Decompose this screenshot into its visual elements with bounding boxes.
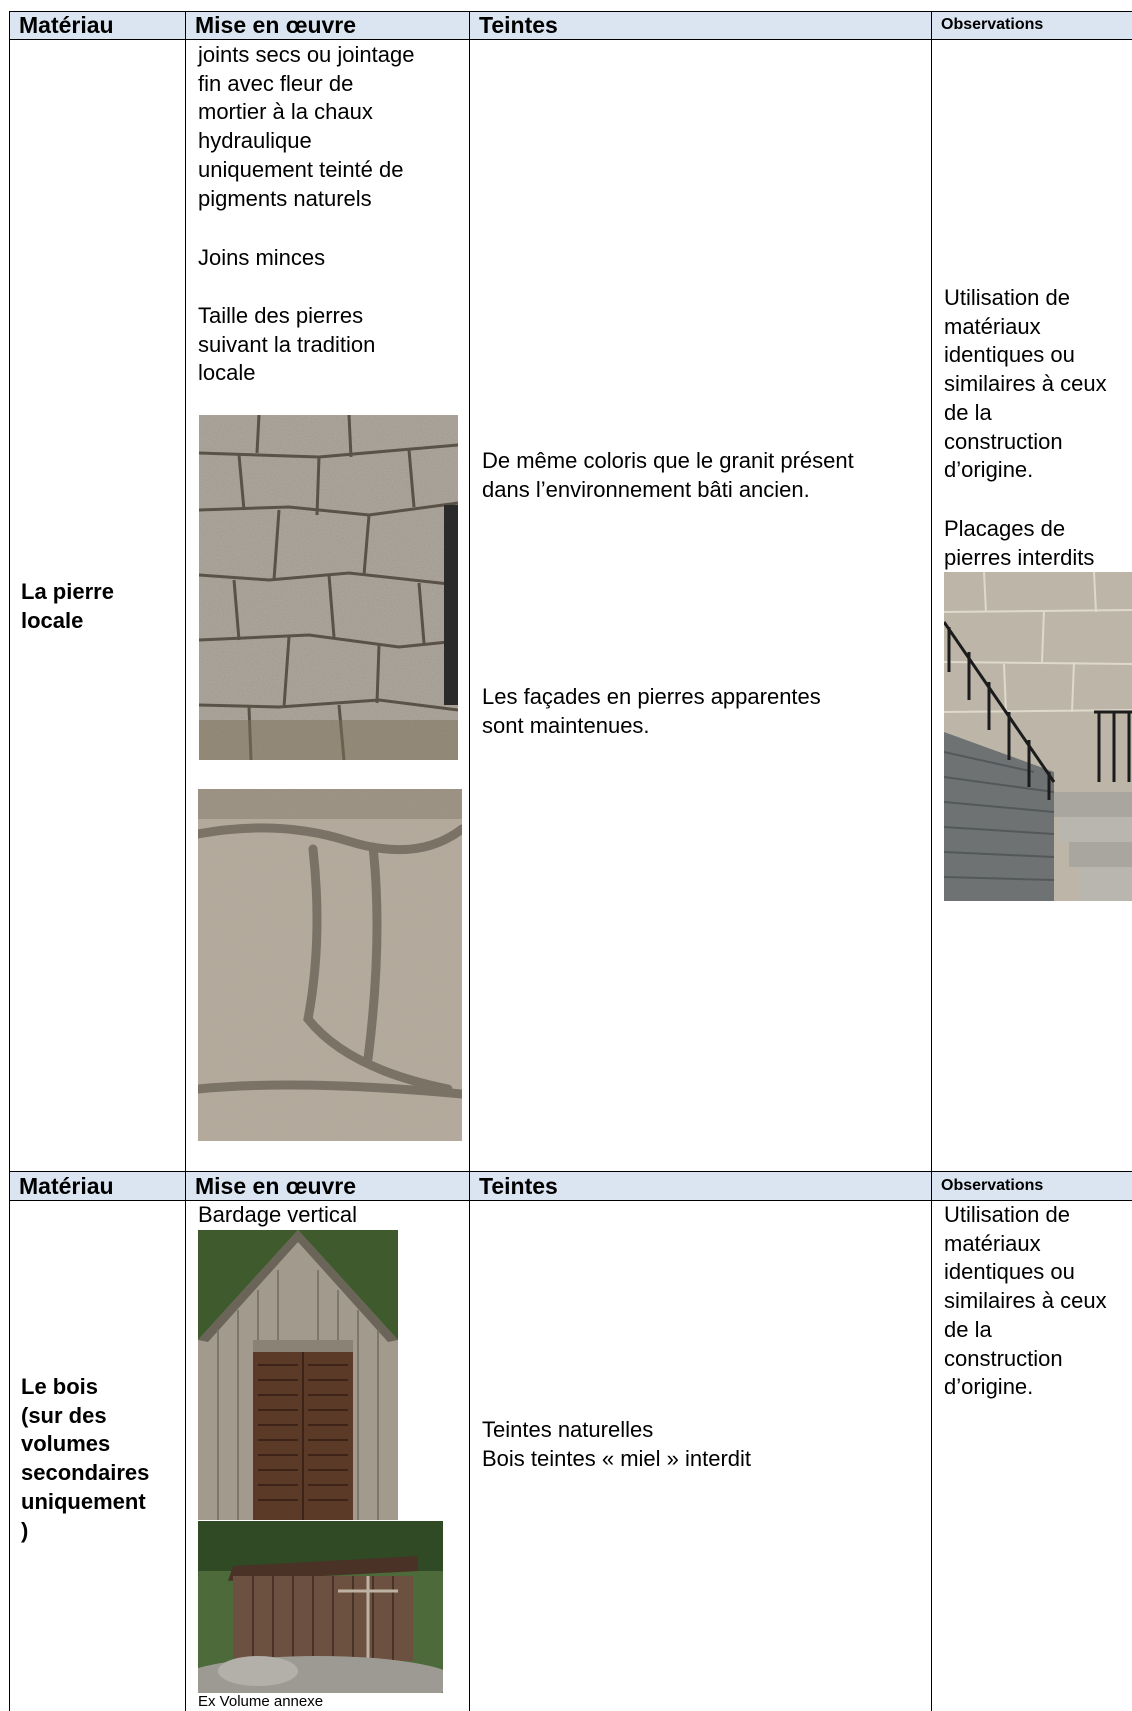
header-implementation-2: Mise en œuvre [185,1172,469,1200]
granite-image [198,789,462,1141]
wood-shed-image [198,1230,398,1520]
stairs-photo [944,572,1132,901]
header-observations-2: Observations [931,1172,1132,1200]
header-colors-2: Teintes [469,1172,931,1200]
header-material-2: Matériau [9,1172,185,1200]
header-implementation: Mise en œuvre [185,11,469,39]
photo-caption: Ex Volume annexe [198,1693,324,1710]
header-material: Matériau [9,11,185,39]
observations-text-veneer: Placages de pierres interdits [944,516,1095,570]
stone-wall-photo [199,415,458,760]
wood-shed-photo [198,1230,398,1520]
material-label: La pierre locale [21,579,114,633]
wood-annex-image [198,1521,443,1693]
implementation-text-thin-joints: Joins minces [198,245,326,270]
header-colors: Teintes [469,11,931,39]
colors-text-wood: Teintes naturelles Bois teintes « miel » interdit [482,1417,752,1471]
stairs-image [944,572,1132,901]
implementation-text-stone-size: Taille des pierres suivant la tradition locale [198,303,376,386]
implementation-text-cladding: Bardage vertical [198,1202,357,1227]
header-observations: Observations [931,11,1132,39]
colors-text-granite: De même coloris que le granit présent dans l’environnement bâti ancien. [482,448,854,502]
observations-text-materials: Utilisation de matériaux identiques ou similaires à ceux de la construction d’origine. [944,285,1107,483]
granite-photo [198,789,462,1141]
implementation-text-joints: joints secs ou jointage fin avec fleur de mortier à la chaux hydraulique uniquement teinté de pigments naturels [198,42,415,211]
observations-text-materials-2: Utilisation de matériaux identiques ou similaires à ceux de la construction d’origine. [944,1202,1107,1400]
colors-text-facades: Les façades en pierres apparentes sont maintenues. [482,684,821,738]
wood-annex-photo [198,1521,443,1693]
stone-wall-image [199,415,458,760]
material-label-2: Le bois (sur des volumes secondaires uniquement ) [21,1374,150,1543]
